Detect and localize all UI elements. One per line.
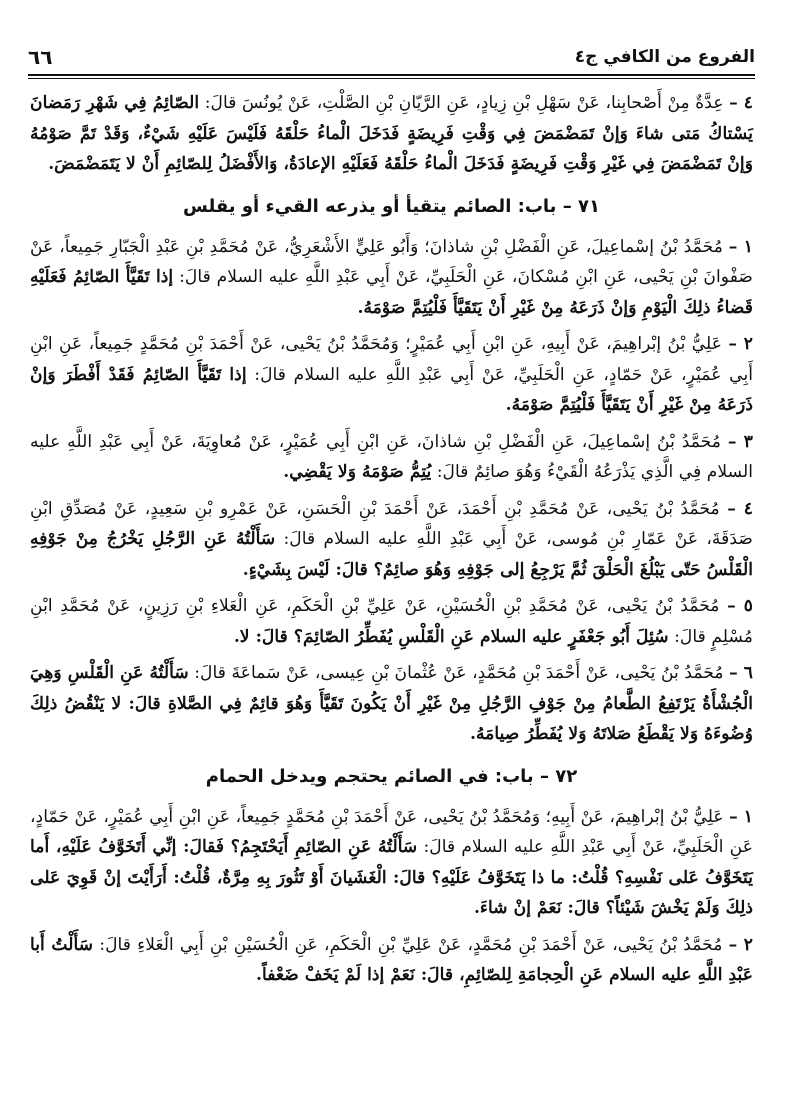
hadith-paragraph: [30, 88, 753, 180]
hadith-chain: عَلِيُّ بْنُ إبْراهِيمَ، عَنْ أَبِيهِ؛ وَمُحَمَّدُ بْنُ يَحْيى، عَنْ أَحْمَدَ بْنِ مُحَمَّدٍ جَمِيعاً، عَنِ ابْنِ أَبِي عُمَيْرٍ، عَنْ حَمّادٍ، عَنِ الْحَلَبِيِّ، عَنْ أَبِي عَبْدِ اللَّهِ عليه السلام قالَ:: [30, 806, 753, 857]
hadith-text: إذا تَقَيَّأَ الصّائِمُ فَقَدْ أَفْطَرَ وَإنْ ذَرَعَهُ مِنْ غَيْرِ أَنْ يَتَقَيَّأَ فَلْيُتِمَّ صَوْمَهُ.: [30, 364, 753, 415]
hadith-chain: مُحَمَّدُ بْنُ إسْماعِيلَ، عَنِ الْفَضْلِ بْنِ شاذانَ؛ وَأَبُو عَلِيٍّ الأَشْعَرِيُّ، عَنْ مُحَمَّدِ بْنِ عَبْدِ الْجَبّارِ جَمِيعاً، عَنْ صَفْوانَ بْنِ يَحْيى، عَنِ ابْنِ مُسْكانَ، عَنِ الْحَلَبِيِّ، عَنْ أَبِي عَبْدِ اللَّهِ عليه السلام قالَ:: [30, 236, 753, 287]
hadith-paragraph: [30, 494, 753, 586]
hadith-paragraph: [30, 591, 753, 652]
header-rule-thin: [28, 78, 755, 79]
hadith-text: الصّائِمُ فِي شَهْرِ رَمَضانَ يَسْتاكُ مَتى شاءَ وَإنْ تَمَضْمَضَ فِي وَقْتِ فَرِيضَةٍ فَدَخَلَ الْماءُ حَلْقَهُ فَلَيْسَ عَلَيْهِ شَيْءٌ، وَقَدْ تَمَّ صَوْمُهُ وَإنْ تَمَضْمَضَ فِي غَيْرِ وَقْتِ فَرِيضَةٍ فَدَخَلَ الْماءُ حَلْقَهُ فَعَلَيْهِ الإعادَةُ، وَالأَفْضَلُ لِلصّائِمِ أَنْ لا يَتَمَضْمَضَ.: [30, 93, 753, 174]
hadith-paragraph: [30, 427, 753, 488]
hadith-chain: مُحَمَّدُ بْنُ يَحْيى، عَنْ أَحْمَدَ بْنِ مُحَمَّدٍ، عَنْ عَلِيِّ بْنِ الْحَكَمِ، عَنِ الْحُسَيْنِ بْنِ أَبِي الْعَلاءِ قالَ:: [99, 934, 723, 955]
hadith-number: ٦ –: [729, 663, 754, 683]
hadith-text: سُئِلَ أَبُو جَعْفَرٍ عليه السلام عَنِ الْقَلْسِ يُفَطِّرُ الصّائِمَ؟ قالَ: لا.: [233, 626, 669, 647]
hadith-paragraph: [30, 658, 753, 750]
page-body: [30, 88, 753, 993]
hadith-number: ٥ –: [727, 596, 753, 616]
hadith-number: ٣ –: [727, 431, 754, 452]
page-number: ٦٦: [28, 45, 53, 69]
hadith-text: يُتِمُّ صَوْمَهُ وَلا يَقْضِي.: [283, 462, 432, 482]
hadith-chain: مُحَمَّدُ بْنُ إسْماعِيلَ، عَنِ الْفَضْلِ بْنِ شاذانَ، عَنِ ابْنِ أَبِي عُمَيْرٍ، عَنْ مُعاوِيَةَ، عَنْ أَبِي عَبْدِ اللَّهِ عليه السلام فِي الَّذِي يَذْرَعُهُ الْقَيْءُ وَهُوَ صائِمٌ قالَ:: [30, 431, 753, 482]
hadith-number: ١ –: [729, 806, 754, 827]
chapter-heading-71: ٧١ – باب: الصائم يتقيأ أو يذرعه القيء أو يقلس: [183, 195, 600, 217]
hadith-paragraph: [30, 232, 753, 324]
hadith-number: ٤ –: [727, 498, 753, 519]
hadith-number: ١ –: [728, 236, 754, 257]
hadith-paragraph: [30, 930, 753, 991]
hadith-chain: عِدَّةٌ مِنْ أَصْحابِنا، عَنْ سَهْلِ بْنِ زِيادٍ، عَنِ الرَّيّانِ بْنِ الصَّلْتِ، عَنْ يُونُسَ قالَ:: [204, 93, 724, 113]
page-header: [28, 42, 755, 72]
hadith-chain: مُحَمَّدُ بْنُ يَحْيى، عَنْ مُحَمَّدِ بْنِ الْحُسَيْنِ، عَنْ عَلِيِّ بْنِ الْحَكَمِ، عَنِ الْعَلاءِ بْنِ رَزِينٍ، عَنْ مُحَمَّدِ ابْنِ مُسْلِمٍ قالَ:: [30, 596, 753, 647]
header-rule: [28, 74, 755, 76]
hadith-number: ٢ –: [728, 934, 754, 955]
hadith-text: سَأَلْتُهُ عَنِ الصّائِمِ أَيَحْتَجِمُ؟ فَقالَ: إنِّي أَتَخَوَّفُ عَلَيْهِ، أَما يَتَخَوَّفُ عَلى نَفْسِهِ؟ قُلْتُ: ما ذا يَتَخَوَّفُ عَلَيْهِ؟ قالَ: الْغَشَيانَ أَوْ تَثُورَ بِهِ مِرَّةٌ، قُلْتُ: أَرَأَيْتَ إنْ قَوِيَ عَلى ذلِكَ وَلَمْ يَخْشَ شَيْئاً؟ قالَ: نَعَمْ إنْ شاءَ.: [30, 837, 753, 918]
running-title: الفروع من الكافي ج٤: [574, 47, 755, 67]
hadith-chain: عَلِيُّ بْنُ إبْراهِيمَ، عَنْ أَبِيهِ، عَنِ ابْنِ أَبِي عُمَيْرٍ؛ وَمُحَمَّدُ بْنُ يَحْيى، عَنْ أَحْمَدَ بْنِ مُحَمَّدٍ جَمِيعاً، عَنِ ابْنِ أَبِي عُمَيْرٍ، عَنْ حَمّادٍ، عَنِ الْحَلَبِيِّ، عَنْ أَبِي عَبْدِ اللَّهِ عليه السلام قالَ:: [30, 334, 753, 385]
chapter-heading-72: ٧٢ – باب: في الصائم يحتجم ويدخل الحمام: [205, 765, 578, 787]
hadith-chain: مُحَمَّدُ بْنُ يَحْيى، عَنْ أَحْمَدَ بْنِ مُحَمَّدٍ، عَنْ عُثْمانَ بْنِ عِيسى، عَنْ سَماعَةَ قالَ:: [194, 663, 724, 683]
hadith-number: ٢ –: [728, 334, 753, 354]
hadith-text: سَأَلْتُ أَبا عَبْدِ اللَّهِ عليه السلام عَنِ الْحِجامَةِ لِلصّائِمِ، قالَ: نَعَمْ إذا لَمْ يَخَفْ ضَعْفاً.: [30, 934, 753, 985]
hadith-paragraph: [30, 329, 753, 421]
hadith-text: إذا تَقَيَّأَ الصّائِمُ فَعَلَيْهِ قَضاءُ ذلِكَ الْيَوْمِ وَإنْ ذَرَعَهُ مِنْ غَيْرِ أَنْ يَتَقَيَّأَ فَلْيُتِمَّ صَوْمَهُ.: [30, 267, 753, 318]
hadith-text: سَأَلْتُهُ عَنِ الْقَلْسِ وَهِيَ الْجُشْأَةُ يَرْتَفِعُ الطَّعامُ مِنْ جَوْفِ الرَّجُلِ مِنْ غَيْرِ أَنْ يَكُونَ تَقَيَّأَ وَهُوَ قائِمٌ فِي الصَّلاةِ قالَ: لا يَنْقُضُ ذلِكَ وُضُوءَهُ وَلا يَقْطَعُ صَلاتَهُ وَلا يُفَطِّرُ صِيامَهُ.: [30, 663, 753, 744]
hadith-paragraph: [30, 802, 753, 924]
hadith-chain: مُحَمَّدُ بْنُ يَحْيى، عَنْ مُحَمَّدِ بْنِ أَحْمَدَ، عَنْ أَحْمَدَ بْنِ الْحَسَنِ، عَنْ عَمْرِو بْنِ سَعِيدٍ، عَنْ مُصَدِّقِ ابْنِ صَدَقَةَ، عَنْ عَمّارِ بْنِ مُوسى، عَنْ أَبِي عَبْدِ اللَّهِ عليه السلام قالَ:: [30, 498, 753, 549]
hadith-text: سَأَلْتُهُ عَنِ الرَّجُلِ يَخْرُجُ مِنْ جَوْفِهِ الْقَلْسُ حَتّى يَبْلُغَ الْحَلْقَ ثُمَّ يَرْجِعُ إلى جَوْفِهِ وَهُوَ صائِمٌ؟ قالَ: لَيْسَ بِشَيْءٍ.: [30, 529, 753, 580]
hadith-number: ٤ –: [729, 93, 754, 113]
